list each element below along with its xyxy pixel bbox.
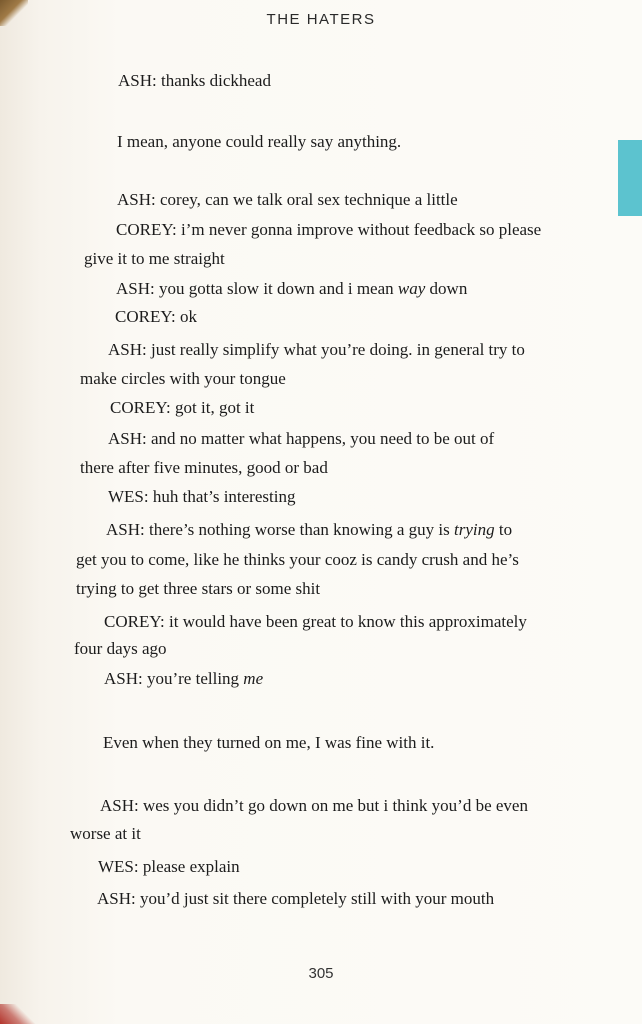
- text-line: ASH: wes you didn’t go down on me but i think you’d be even: [100, 796, 528, 815]
- text-line: four days ago: [74, 639, 167, 658]
- text-line: [116, 279, 467, 299]
- text-line: ASH: and no matter what happens, you need to be out of: [108, 429, 495, 448]
- text-line: ASH: just really simplify what you’re doing. in general try to: [108, 340, 525, 359]
- text-segment: ASH: you’re telling: [104, 669, 244, 688]
- text-line: worse at it: [70, 824, 141, 843]
- emphasis: way: [397, 279, 426, 298]
- text-line: trying to get three stars or some shit: [76, 579, 321, 598]
- running-head: THE HATERS: [266, 11, 376, 28]
- text-line: COREY: got it, got it: [110, 398, 255, 417]
- text-segment: down: [425, 279, 468, 298]
- text-line: get you to come, like he thinks your cooz is candy crush and he’s: [76, 550, 519, 569]
- text-line: COREY: it would have been great to know this approximately: [104, 612, 527, 631]
- text-line: [106, 520, 512, 540]
- text-segment: ASH: there’s nothing worse than knowing a guy is: [106, 520, 454, 539]
- text-line: ASH: thanks dickhead: [118, 71, 271, 90]
- page-number: 305: [308, 965, 334, 982]
- text-line: there after five minutes, good or bad: [80, 458, 328, 477]
- emphasis: trying: [454, 520, 495, 539]
- text-line: [104, 669, 263, 689]
- text-line: COREY: ok: [115, 307, 198, 326]
- text-line: give it to me straight: [84, 249, 225, 268]
- text-line: make circles with your tongue: [80, 369, 286, 388]
- narration-line: I mean, anyone could really say anything.: [117, 132, 402, 151]
- narration-line: Even when they turned on me, I was fine with it.: [103, 733, 435, 752]
- text-line: ASH: corey, can we talk oral sex technique a little: [117, 190, 458, 209]
- text-segment: to: [494, 520, 513, 539]
- text-line: COREY: i’m never gonna improve without feedback so please: [116, 220, 542, 239]
- text-segment: ASH: you gotta slow it down and i mean: [116, 279, 398, 298]
- text-line: ASH: you’d just sit there completely still with your mouth: [97, 889, 495, 908]
- emphasis: me: [243, 669, 264, 688]
- text-line: WES: huh that’s interesting: [108, 487, 296, 506]
- text-line: WES: please explain: [98, 857, 240, 876]
